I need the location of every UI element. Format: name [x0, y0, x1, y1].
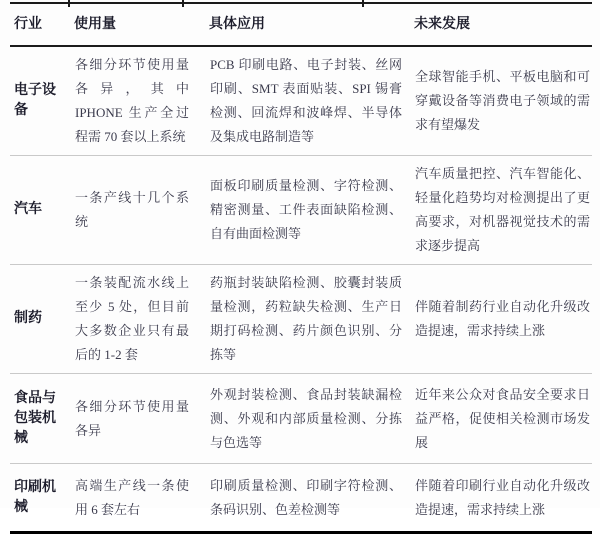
- usage-cell: 高端生产线一条使用 6 套左右: [75, 477, 189, 517]
- industry-label: 汽车: [14, 202, 42, 217]
- column-header-applications: 具体应用: [209, 16, 265, 32]
- table-row-food-packaging: [10, 374, 592, 464]
- applications-cell: 印刷质量检测、印刷字符检测、条码识别、色差检测等: [210, 477, 402, 517]
- applications-cell: 面板印刷质量检测、字符检测、精密测量、工件表面缺陷检测、自有曲面检测等: [210, 178, 402, 241]
- industry-table: [10, 2, 592, 534]
- industry-label: 印刷机械: [14, 479, 56, 515]
- future-cell: 汽车质量把控、汽车智能化、轻量化趋势均对检测提出了更高要求，对机器视觉技术的需求逐步提高: [415, 166, 590, 253]
- industry-label: 电子设备: [14, 83, 56, 118]
- applications-cell: 外观封装检测、食品封装缺漏检测、外观和内部质量检测、分拣与色选等: [210, 386, 402, 450]
- applications-cell: 药瓶封装缺陷检测、胶囊封装质量检测，药粒缺失检测、生产日期打码检测、药片颜色识别、分拣等: [210, 275, 402, 362]
- applications-cell: PCB 印刷电路、电子封装、丝网印刷、SMT 表面贴装、SPI 锡膏检测、回流焊和波峰焊、半导体及集成电路制造等: [210, 57, 402, 144]
- table-row-printing: [10, 464, 592, 531]
- table-row-automotive: [10, 156, 592, 265]
- usage-cell: 一条产线十几个系统: [75, 190, 189, 229]
- table-row-pharma: [10, 265, 592, 374]
- table-row-electronics: [10, 47, 592, 156]
- usage-cell: 各细分环节使用量各异: [75, 398, 189, 438]
- column-tick-3: [362, 0, 364, 7]
- table-header-row: [10, 4, 592, 47]
- column-header-usage: 使用量: [74, 16, 116, 32]
- column-header-future: 未来发展: [414, 16, 470, 32]
- column-tick-2: [182, 0, 184, 7]
- usage-cell: 各细分环节使用量各异，其中 IPHONE 生产全过程需 70 套以上系统: [75, 57, 189, 144]
- column-header-industry: 行业: [14, 16, 42, 32]
- usage-cell: 一条装配流水线上至少 5 处，但目前大多数企业只有最后的 1-2 套: [75, 275, 189, 362]
- industry-label: 制药: [14, 311, 42, 326]
- future-cell: 伴随着印刷行业自动化升级改造提速，需求持续上涨: [415, 477, 590, 517]
- future-cell: 近年来公众对食品安全要求日益严格，促使相关检测市场发展: [415, 386, 590, 450]
- future-cell: 伴随着制药行业自动化升级改造提速，需求持续上涨: [415, 299, 590, 338]
- future-cell: 全球智能手机、平板电脑和可穿戴设备等消费电子领域的需求有望爆发: [415, 69, 590, 132]
- table-top-rule: [10, 2, 592, 4]
- column-tick-1: [68, 0, 70, 7]
- industry-label: 食品与包装机械: [14, 390, 56, 446]
